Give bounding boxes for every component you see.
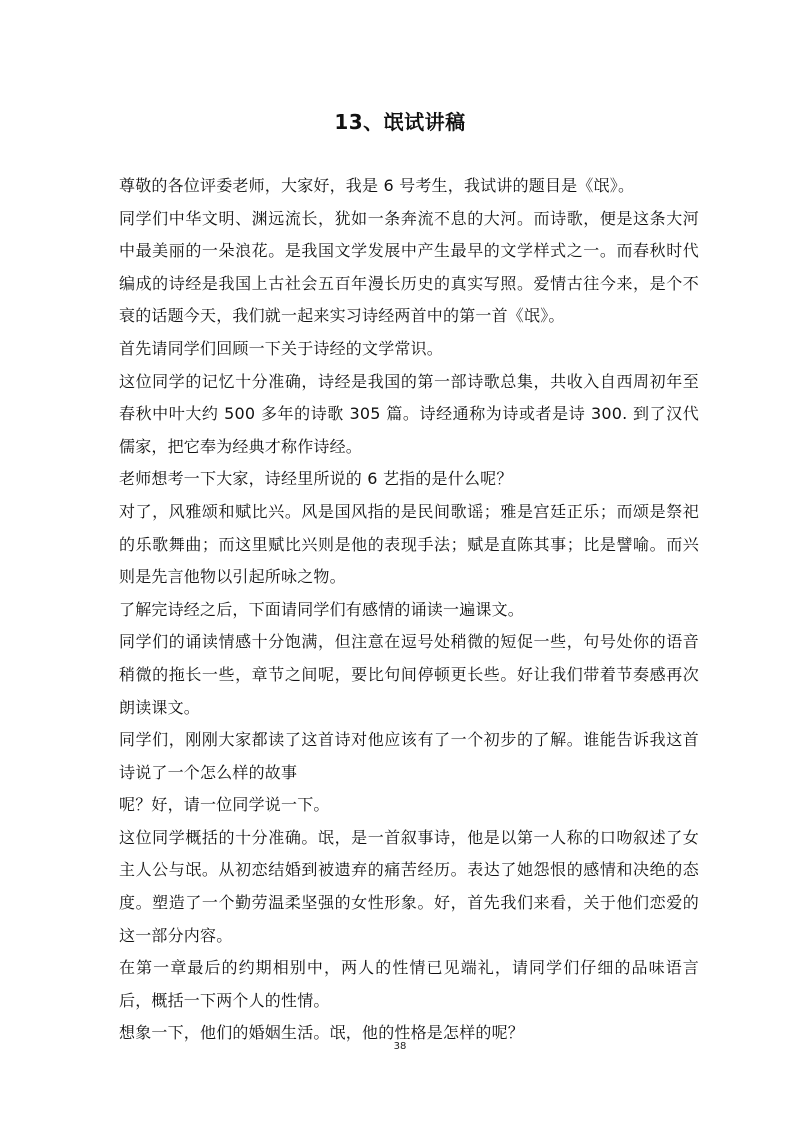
paragraph-shijing-knowledge: 这位同学的记忆十分准确，诗经是我国的第一部诗歌总集，共收入自西周初年至春秋中叶大约 500 多年的诗歌 305 篇。诗经通称为诗或者是诗 300. 到了汉代儒家，把它奉为经典才称作诗经。 [119,371,699,456]
paragraph-six-arts-question: 老师想考一下大家，诗经里所说的 6 艺指的是什么呢？ [119,469,513,489]
paragraph-reading-feedback: 同学们的诵读情感十分饱满，但注意在逗号处稍微的短促一些，句号处你的语音稍微的拖长一些，章节之间呢，要比句间停顿更长些。好让我们带着节奏感再次朗读课文。 [119,632,699,717]
paragraph-story-question: 同学们，刚刚大家都读了这首诗对他应该有了一个初步的了解。谁能告诉我这首诗说了一个怎么样的故事 [119,730,699,782]
paragraph-story-summary: 这位同学概括的十分准确。氓，是一首叙事诗，他是以第一人称的口吻叙述了女主人公与氓。从初恋结婚到被遗弃的痛苦经历。表达了她怨恨的感情和决绝的态度。塑造了一个勤劳温柔坚强的女性形象。好，首先我们来看，关于他们恋爱的这一部分内容。 [119,827,699,945]
paragraph-six-arts-answer: 对了，风雅颂和赋比兴。风是国风指的是民间歌谣；雅是宫廷正乐；而颂是祭祀的乐歌舞曲；而这里赋比兴则是他的表现手法；赋是直陈其事；比是譬喻。而兴则是先言他物以引起所咏之物。 [119,501,699,587]
document-body [119,170,699,1050]
paragraph-review-prompt: 首先请同学们回顾一下关于诗经的文学常识。 [119,338,444,358]
paragraph-story-question-cont: 呢？好，请一位同学说一下。 [119,795,330,815]
page-title: 13、氓试讲稿 [334,110,466,134]
paragraph-introduction: 同学们中华文明、渊远流长，犹如一条奔流不息的大河。而诗歌，便是这条大河中最美丽的一朵浪花。是我国文学发展中产生最早的文学样式之一。而春秋时代编成的诗经是我国上古社会五百年漫长历史的真实写照。爱情古往今来，是个不衰的话题今天，我们就一起来实习诗经两首中的第一首《氓》。 [119,208,699,326]
paragraph-marriage-question: 想象一下，他们的婚姻生活。氓，他的性格是怎样的呢？ [119,1023,525,1043]
paragraph-reading-prompt: 了解完诗经之后，下面请同学们有感情的诵读一遍课文。 [119,599,525,619]
page-number: 38 [393,1041,407,1052]
paragraph-greeting: 尊敬的各位评委老师，大家好，我是 6 号考生，我试讲的题目是《氓》。 [119,176,635,195]
paragraph-chapter-one: 在第一章最后的约期相别中，两人的性情已见端礼，请同学们仔细的品味语言后，概括一下两个人的性情。 [119,958,699,1010]
